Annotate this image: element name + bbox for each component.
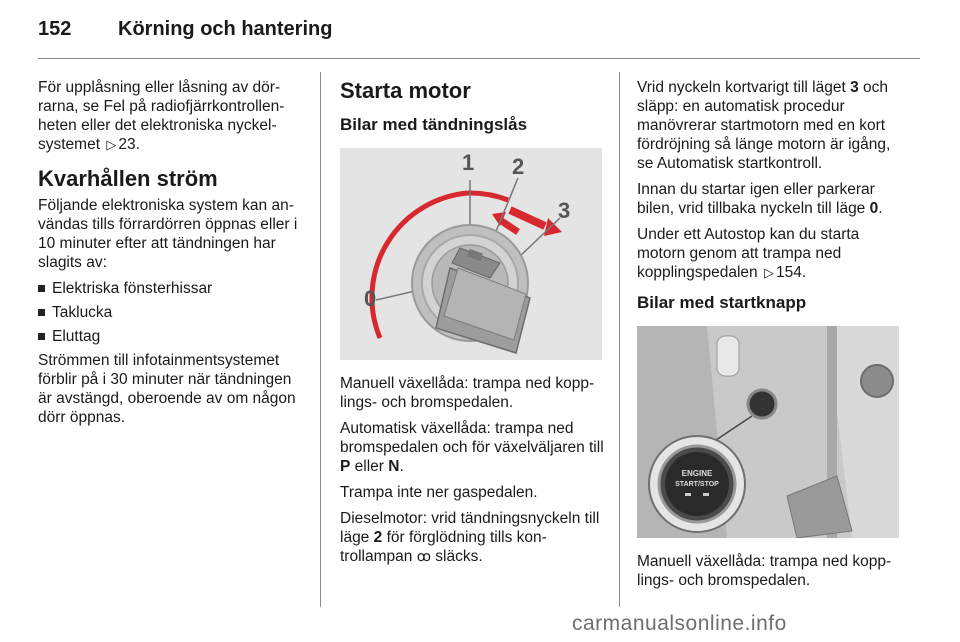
intro-page-ref[interactable]: 23. xyxy=(118,136,140,153)
column-1 xyxy=(38,78,308,434)
column-2 xyxy=(340,78,605,573)
position-label: 2 xyxy=(512,154,525,179)
key-turn-paragraph: Vrid nyckeln kortvarigt till läget 3 och släpp: en automatisk procedur manövrerar startmotorn med en kort fördröjning så länge motorn är igång, se Automatisk startkontroll. xyxy=(637,79,891,172)
accelerator-paragraph: Trampa inte ner gaspedalen. xyxy=(340,484,538,501)
list-item: Elektriska fönsterhissar xyxy=(38,279,308,298)
engine-label: ENGINE xyxy=(681,469,713,478)
start-button-figure xyxy=(637,326,899,538)
autostop-paragraph: Under ett Autostop kan du starta motorn genom att trampa ned kopplingspedalen ▷ 154. xyxy=(637,226,860,281)
manual-gearbox-paragraph: Manuell växellåda: trampa ned kopp-lings- och bromspedalen. xyxy=(340,375,595,411)
position-label: 0 xyxy=(364,286,377,311)
manual-gearbox-paragraph-2: Manuell växellåda: trampa ned kopp-lings- och bromspedalen. xyxy=(637,553,892,589)
bullet-square-icon xyxy=(38,285,45,292)
glow-plug-warning-icon: ꝏ xyxy=(416,548,431,564)
position-label: 3 xyxy=(558,198,571,223)
subheading-start-button: Bilar med startknapp xyxy=(637,293,807,312)
ignition-key-illustration xyxy=(340,148,602,360)
section-heading-retained-power: Kvarhållen ström xyxy=(38,166,218,191)
section-heading-start-engine: Starta motor xyxy=(340,78,471,103)
page-header xyxy=(38,14,918,54)
column-3 xyxy=(637,78,905,597)
list-item: Eluttag xyxy=(38,327,308,346)
retained-power-paragraph: Följande elektroniska system kan an-vändas tills förrardörren öppnas eller i 10 minuter efter att tändningen har slagits av: xyxy=(38,197,298,271)
intro-paragraph xyxy=(38,78,308,154)
column-divider-2 xyxy=(619,72,620,607)
start-stop-label: START/STOP xyxy=(675,481,719,488)
intro-text: För upplåsning eller låsning av dör-rarna, se Fel på radiofjärrkontrollen-heten eller det elektroniska nyckel-systemet xyxy=(38,79,285,153)
page-ref-icon: ▷ xyxy=(763,265,774,280)
column-divider-1 xyxy=(320,72,321,607)
automatic-gearbox-paragraph: Automatisk växellåda: trampa ned bromspedalen och för växelväljaren till P eller N. xyxy=(340,420,604,475)
start-button-illustration xyxy=(637,326,899,538)
header-divider xyxy=(38,58,920,59)
diesel-paragraph: Dieselmotor: vrid tändningsnyckeln till läge 2 för förglödning tills kon-trollampan ꝏ släcks. xyxy=(340,510,600,565)
subheading-ignition-lock: Bilar med tändningslås xyxy=(340,115,528,134)
watermark: carmanualsonline.info xyxy=(572,612,787,635)
ignition-lock-figure xyxy=(340,148,602,360)
page-number: 152 xyxy=(38,18,72,40)
autostop-page-ref[interactable]: 154. xyxy=(775,264,807,281)
list-item: Taklucka xyxy=(38,303,308,322)
page-ref-icon: ▷ xyxy=(106,137,117,152)
chapter-title: Körning och hantering xyxy=(118,18,333,40)
position-label: 1 xyxy=(462,150,475,175)
bullet-square-icon xyxy=(38,333,45,340)
infotainment-paragraph: Strömmen till infotainmentsystemet förblir på i 30 minuter när tändningen är avstängd, oberoende av om någon dörr öppnas. xyxy=(38,352,296,426)
bullet-square-icon xyxy=(38,309,45,316)
restart-paragraph: Innan du startar igen eller parkerar bilen, vrid tillbaka nyckeln till läge 0. xyxy=(637,181,883,217)
